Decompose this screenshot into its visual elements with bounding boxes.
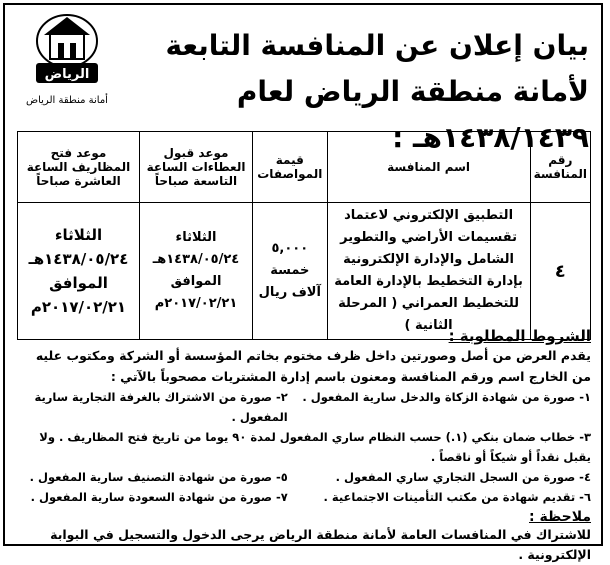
announcement-title: بيان إعلان عن المنافسة التابعة لأمانة منطقة الرياض لعام ١٤٣٨/١٤٣٩هـ : bbox=[165, 29, 589, 154]
cell-number: ٤ bbox=[530, 203, 590, 340]
header-name: اسم المنافسة bbox=[327, 132, 530, 203]
header-number: رقم المنافسة bbox=[530, 132, 590, 203]
emblem-icon bbox=[28, 11, 106, 93]
logo-text: الرياض bbox=[44, 67, 90, 82]
note-title: ملاحظة : bbox=[529, 509, 591, 525]
table-header-row bbox=[18, 132, 591, 203]
header-open-date: موعد فتح المظاريف الساعة العاشرة صباحاً bbox=[18, 132, 140, 203]
terms-list bbox=[17, 387, 591, 507]
list-item: ٦- تقديم شهادة من مكتب التأمينات الاجتماعية . bbox=[323, 490, 591, 504]
announcement-frame bbox=[3, 3, 603, 562]
terms-intro: يقدم العرض من أصل وصورتين داخل ظرف مختوم بخاتم المؤسسة أو الشركة ومكتوب عليه من الخارج اسم ورقم المنافسة ومعنون باسم إدارة المشتريات مصحوباً بالآتي : bbox=[35, 348, 591, 384]
list-item: ١- صورة من شهادة الزكاة والدخل سارية المفعول . bbox=[302, 390, 591, 404]
cell-name: التطبيق الإلكتروني لاعتماد تقسيمات الأراضي والتطوير الشامل والإدارة الإلكترونية بإدارة التخطيط بالإدارة العامة للتخطيط العمراني ( المرحلة الثانية ) bbox=[327, 203, 530, 340]
cell-open-date: الثلاثاء ١٤٣٨/٠٥/٢٤هـ الموافق ٢٠١٧/٠٢/٢١م bbox=[18, 203, 140, 340]
logo-caption: أمانة منطقة الرياض bbox=[26, 95, 108, 106]
note-text: للاشتراك في المنافسات العامة لأمانة منطقة الرياض يرجى الدخول والتسجيل في البوابة الإلكترونية . bbox=[50, 527, 591, 562]
riyadh-municipality-logo bbox=[19, 11, 115, 117]
list-item: ٥- صورة من شهادة التصنيف سارية المفعول . bbox=[29, 470, 288, 484]
terms-title: الشروط المطلوبة : bbox=[448, 327, 591, 345]
list-item: ٤- صورة من السجل التجاري ساري المفعول . bbox=[335, 470, 591, 484]
terms-section bbox=[17, 327, 591, 565]
competition-table bbox=[17, 131, 591, 340]
list-item: ٣- خطاب ضمان بنكي (١.) حسب النظام ساري المفعول لمدة ٩٠ يوما من تاريخ فتح المظاريف . ولا يقبل نقداً أو شيكاً أو ناقصاً . bbox=[39, 430, 591, 464]
header-value: قيمة المواصفات bbox=[253, 132, 328, 203]
header-bid-date: موعد قبول العطاءات الساعة التاسعة صباحاً bbox=[139, 132, 252, 203]
table-row bbox=[18, 203, 591, 340]
list-item: ٢- صورة من الاشتراك بالغرفة التجارية سارية المفعول . bbox=[34, 390, 288, 424]
cell-value: ٥,٠٠٠ خمسة آلاف ريال bbox=[253, 203, 328, 340]
cell-bid-date: الثلاثاء ١٤٣٨/٠٥/٢٤هـ الموافق ٢٠١٧/٠٢/٢١م bbox=[139, 203, 252, 340]
header bbox=[5, 5, 601, 154]
list-item: ٧- صورة من شهادة السعودة سارية المفعول . bbox=[30, 490, 288, 504]
